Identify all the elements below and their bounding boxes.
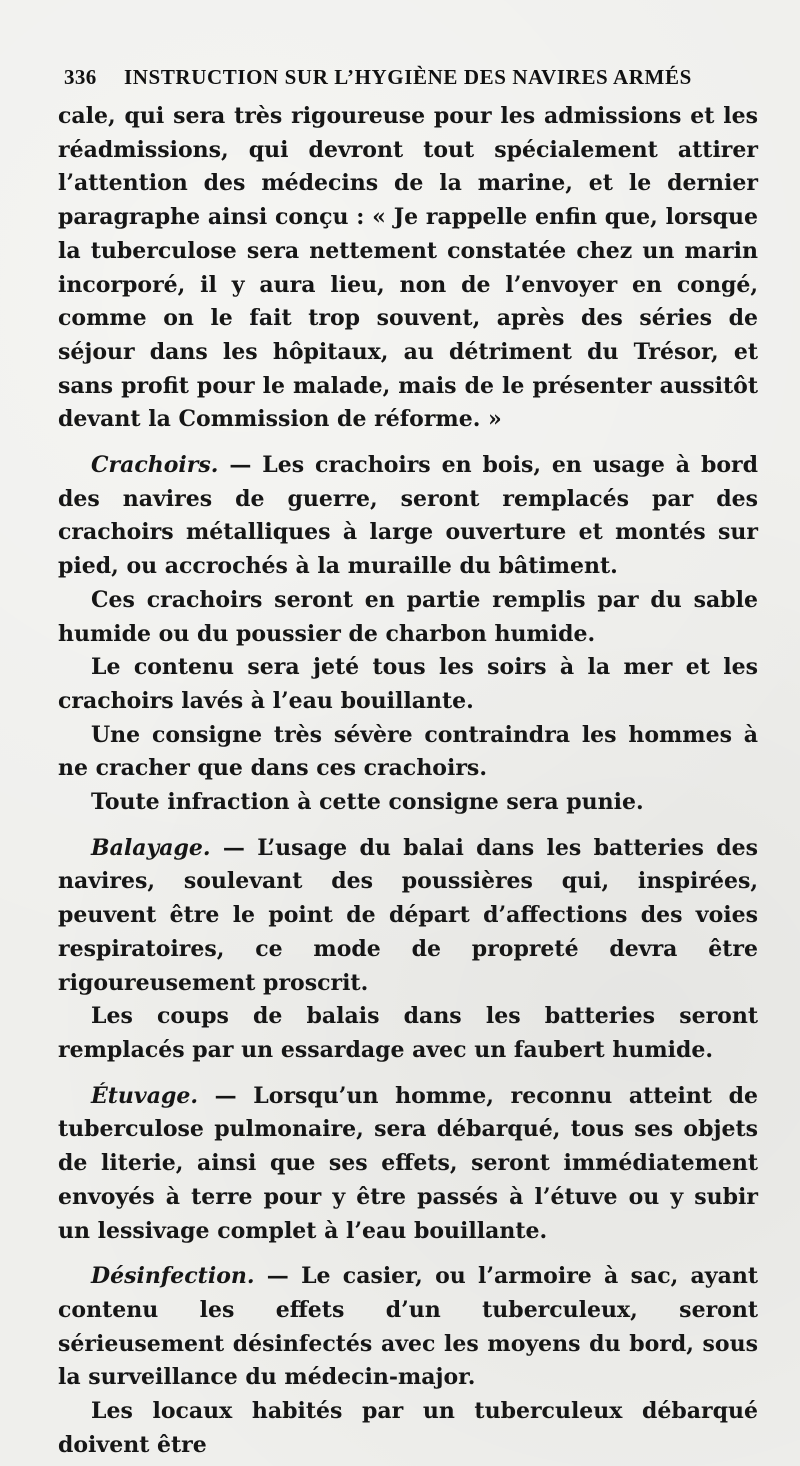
paragraph-etuvage [58, 1080, 758, 1249]
paragraph-balayage [58, 832, 758, 1001]
paragraph-locaux [58, 1395, 758, 1462]
paragraph-text: Les locaux habités par un tuberculeux débarqué doivent être [58, 1398, 758, 1458]
section-heading-balayage: Balayage. [91, 834, 211, 861]
running-head [64, 60, 744, 94]
paragraph-infraction [58, 786, 758, 820]
paragraph-balais [58, 1000, 758, 1067]
section-heading-desinfection: Désinfection. [91, 1263, 255, 1290]
paragraph-sable [58, 584, 758, 651]
paragraph-text: Toute infraction à cette consigne sera punie. [91, 789, 644, 816]
heading-dash: — [210, 834, 258, 861]
paragraph-text: Une consigne très sévère contraindra les hommes à ne cracher que dans ces crachoirs. [58, 721, 758, 782]
running-title: INSTRUCTION SUR L’HYGIÈNE DES NAVIRES ARMÉS [124, 65, 692, 89]
paragraph-text: Les coups de balais dans les batteries seront remplacés par un essardage avec un faubert humide. [58, 1003, 758, 1063]
page-number: 336 [64, 65, 97, 89]
paragraph-contenu [58, 651, 758, 718]
heading-dash: — [254, 1263, 302, 1290]
heading-dash: — [218, 452, 263, 479]
paragraph-text: Lorsqu’un homme, reconnu atteint de tuberculose pulmonaire, sera débarqué, tous ses objets de literie, ainsi que ses effets, seront immédiatement envoyés à terre pour y être passés à l’étuve ou y subir un lessivage complet à l’eau bouillante. [58, 1082, 758, 1244]
paragraph-continuation [58, 100, 758, 437]
section-heading-crachoirs: Crachoirs. [91, 452, 219, 479]
paragraph-consigne [58, 719, 758, 786]
paragraph-desinfection [58, 1260, 758, 1395]
paragraph-text: Le contenu sera jeté tous les soirs à la mer et les crachoirs lavés à l’eau bouillante. [58, 654, 758, 714]
paragraph-crachoirs [58, 449, 758, 584]
heading-dash: — [198, 1082, 254, 1109]
paragraph-text: Le casier, ou l’armoire à sac, ayant contenu les effets d’un tuberculeux, seront sérieusement désinfectés avec les moyens du bord, sous la surveillance du médecin-major. [58, 1263, 758, 1391]
paragraph-text: L’usage du balai dans les batteries des navires, soulevant des poussières qui, inspirées, peuvent être le point de départ d’affections des voies respiratoires, ce mode de propreté devra être rigoureusement proscrit. [58, 834, 758, 996]
section-heading-etuvage: Étuvage. [91, 1082, 199, 1109]
paragraph-text: Ces crachoirs seront en partie remplis par du sable humide ou du poussier de charbon humide. [58, 586, 758, 647]
paragraph-text: Les crachoirs en bois, en usage à bord des navires de guerre, seront remplacés par des crachoirs métalliques à large ouverture et montés sur pied, ou accrochés à la muraille du bâtiment. [58, 452, 758, 580]
body-text [58, 100, 758, 1462]
paragraph-text: cale, qui sera très rigoureuse pour les admissions et les réadmissions, qui devront tout spécialement attirer l’attention des médecins de la marine, et le dernier paragraphe ainsi conçu : « Je rappelle enfin que, lorsque la tuberculose sera nettement constatée chez un marin incorporé, il y aura lieu, non de l’envoyer en congé, comme on le fait trop souvent, après des séries de séjour dans les hôpitaux, au détriment du Trésor, et sans profit pour le malade, mais de le présenter aussitôt devant la Commission de réforme. » [58, 103, 758, 433]
